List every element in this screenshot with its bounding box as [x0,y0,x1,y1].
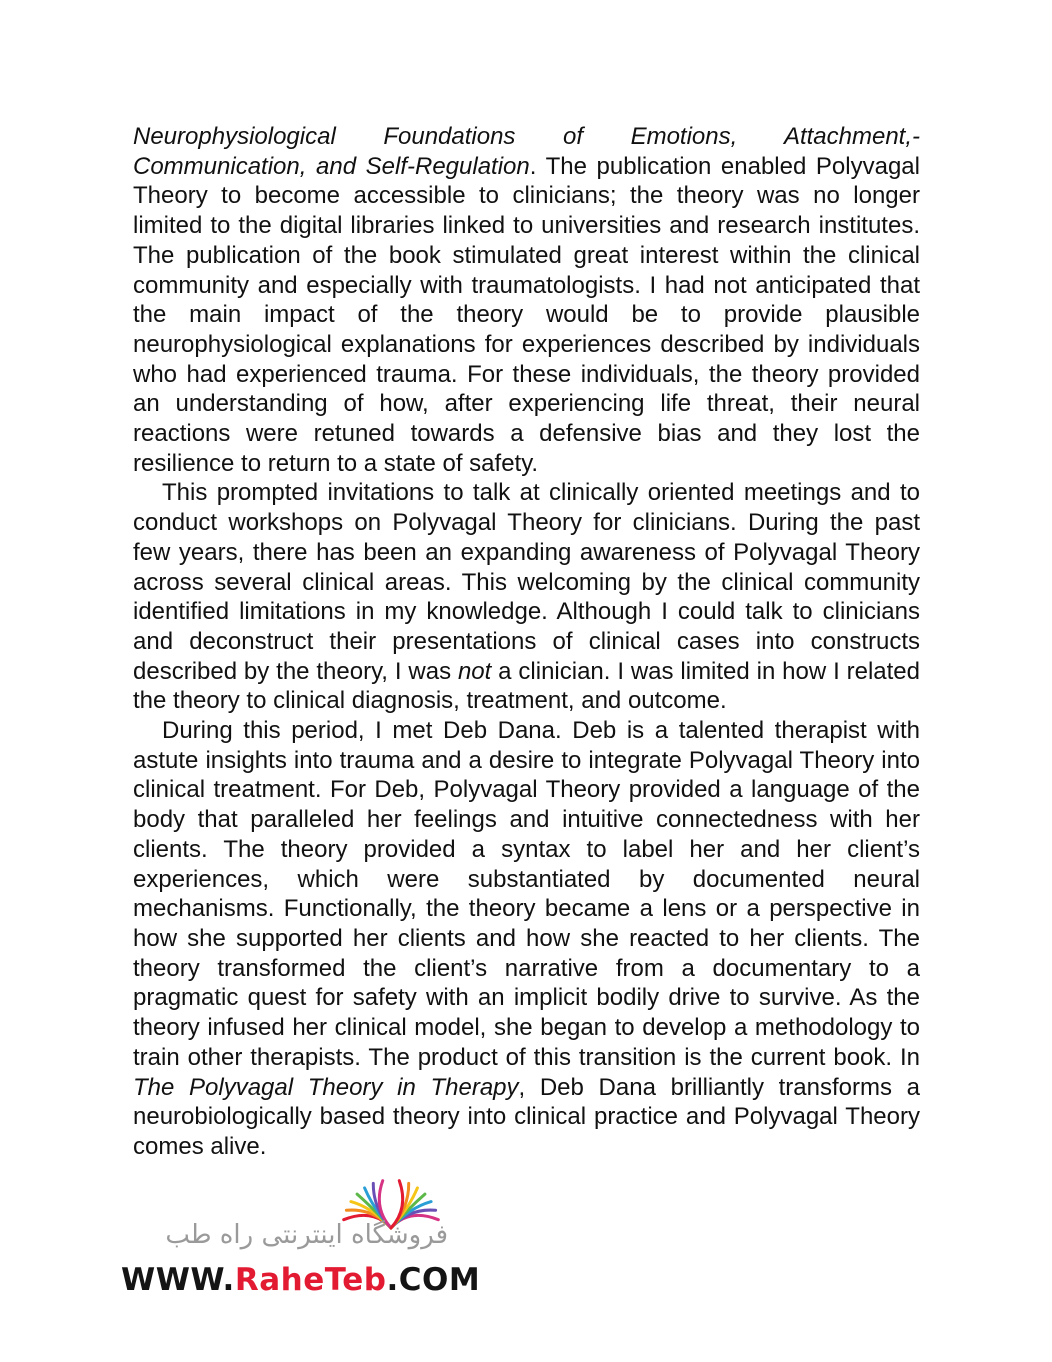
italic-run: Neurophysiological Foundations of Emotions, Attachment,-Communication, and Self-Regulation [133,123,920,180]
text-run: This prompted invitations to talk at clinically oriented meetings and to conduct workshops on Polyvagal Theory for clinicians. During the past few years, there has been an expanding awareness of Polyvagal Theory across several clinical areas. This welcoming by the clinical community identified limitations in my knowledge. Although I could talk to clinicians and deconstruct their presentations of clinical cases into constructs described by the theory, I was [133,479,920,685]
italic-run: not [457,657,492,685]
paragraph-3 [133,716,920,1162]
watermark [118,1166,481,1306]
page-body-text [133,122,920,1162]
italic-run: The Polyvagal Theory in Therapy [133,1073,519,1101]
watermark-url [121,1262,480,1298]
text-run: . The publication enabled Polyvagal Theory to become accessible to clinicians; the theory was no longer limited to the digital libraries linked to universities and research institutes. The publication of the book stimulated great interest within the clinical community and especially with traumatologists. I had not anticipated that the main impact of the theory would be to provide plausible neurophysiological explanations for experiences described by individuals who had experienced trauma. For these individuals, the theory provided an understanding of how, after experiencing life threat, their neural reactions were retuned towards a defensive bias and they lost the resilience to return to a state of safety. [133,152,920,477]
text-run: a clinician. I was limited in how I related the theory to clinical diagnosis, treatment, and outcome. [133,657,920,715]
watermark-persian-text: فروشگاه اینترنتی راه طب [165,1220,448,1250]
paragraph-2 [133,478,920,716]
text-run: During this period, I met Deb Dana. Deb is a talented therapist with astute insights into trauma and a desire to integrate Polyvagal Theory into clinical treatment. For Deb, Polyvagal Theory provided a language of the body that paralleled her feelings and intuitive connectedness with her clients. The theory provided a syntax to label her and her client’s experiences, which were substantiated by documented neural mechanisms. Functionally, the theory became a lens or a perspective in how she supported her clients and how she reacted to her clients. The theory transformed the client’s narrative from a documentary to a pragmatic quest for safety with an implicit bodily drive to survive. As the theory infused her clinical model, she began to develop a methodology to train other therapists. The product of this transition is the current book. In [133,717,920,1071]
paragraph-1 [133,122,920,478]
url-brand: RaheTeb [234,1262,387,1298]
url-prefix: WWW. [121,1262,235,1298]
url-suffix: .COM [386,1262,481,1298]
text-run: , Deb Dana brilliantly transforms a neurobiologically based theory into clinical practice and Polyvagal Theory comes alive. [133,1073,920,1160]
